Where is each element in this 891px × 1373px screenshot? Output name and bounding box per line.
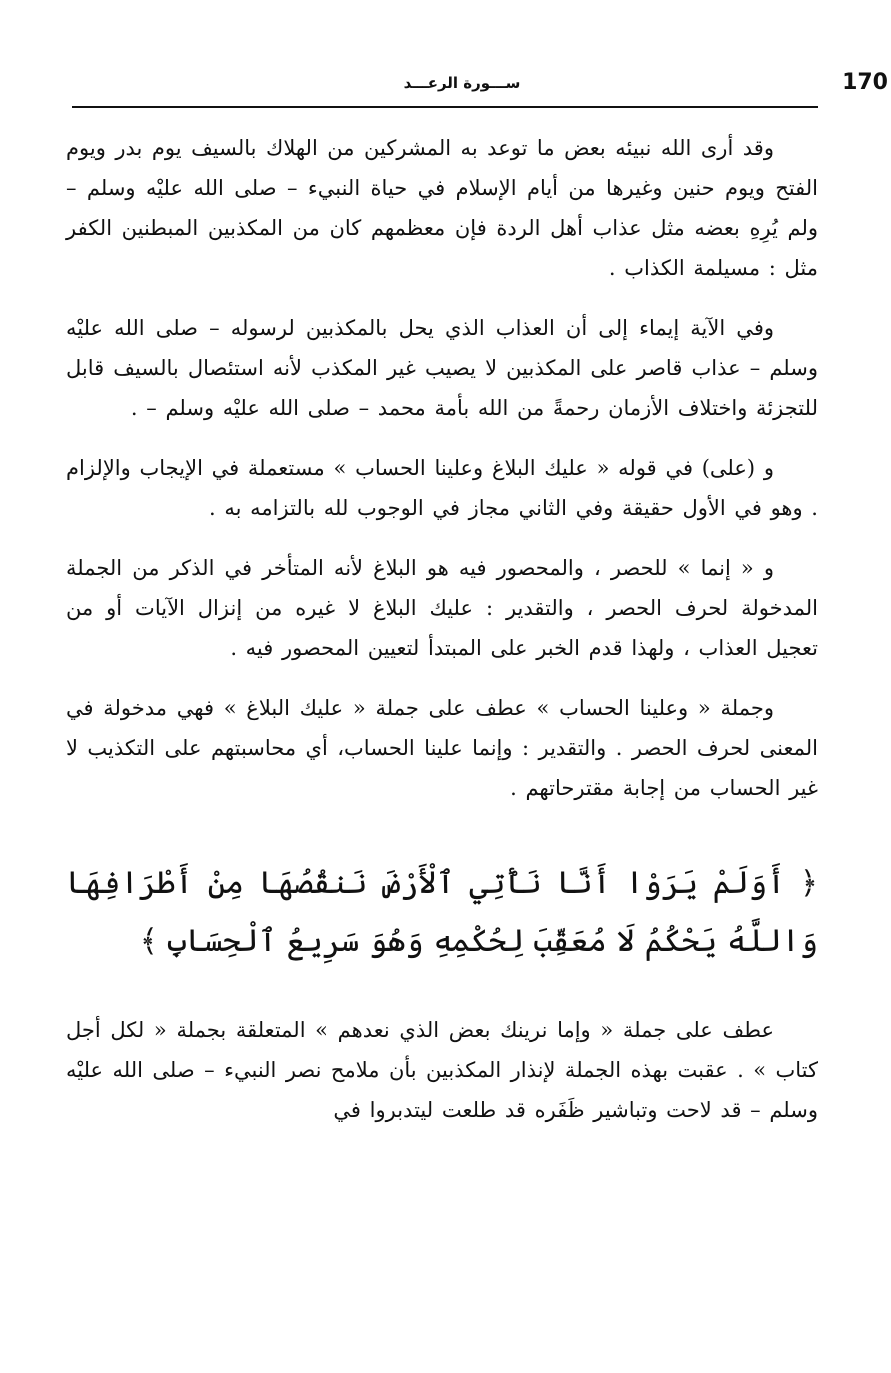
- paragraph-text: و (على) في قوله « عليك البلاغ وعلينا الحساب » مستعملة في الإيجاب والإلزام . وهو في الأول حقيقة وفي الثاني مجاز في الوجوب لله بالتزامه به .: [66, 456, 818, 520]
- paragraph-3: [66, 448, 818, 528]
- paragraph-text: عطف على جملة « وإما نرينك بعض الذي نعدهم » المتعلقة بجملة « لكل أجل كتاب » . عقبت بهذه الجملة لإنذار المكذبين بأن ملامح نصر النبيء – صلى الله عليْه وسلم – قد لاحت وتباشير ظَفَره قد طلعت ليتدبروا في: [66, 1018, 818, 1122]
- paragraph-4: [66, 548, 818, 668]
- paragraph-text: وفي الآية إيماء إلى أن العذاب الذي يحل بالمكذبين لرسوله – صلى الله عليْه وسلم – عذاب قاصر على المكذبين لا يصيب غير المكذب لأنه استئصال بالسيف قابل للتجزئة واختلاف الأزمان رحمةً من الله بأمة محمد – صلى الله عليْه وسلم – .: [66, 316, 818, 420]
- paragraph-text: وقد أرى الله نبيئه بعض ما توعد به المشركين من الهلاك بالسيف يوم بدر ويوم الفتح ويوم حنين وغيرها من أيام الإسلام في حياة النبيء – صلى الله عليْه وسلم – ولم يُرِهِ بعضه مثل عذاب أهل الردة فإن معظمهم كان من المكذبين المبطنين الكفر مثل : مسيلمة الكذاب .: [66, 136, 818, 280]
- paragraph-text: وجملة « وعلينا الحساب » عطف على جملة « عليك البلاغ » فهي مدخولة في المعنى لحرف الحصر . والتقدير : وإنما علينا الحساب، أي محاسبتهم على التكذيب لا غير الحساب من إجابة مقترحاتهم .: [66, 696, 818, 800]
- page-header: [72, 68, 888, 108]
- running-title: ســـورة الرعـــد: [403, 74, 521, 92]
- paragraph-1: [66, 128, 818, 288]
- paragraph-2: [66, 308, 818, 428]
- page-body: [66, 128, 818, 1130]
- paragraph-text: و « إنما » للحصر ، والمحصور فيه هو البلاغ لأنه المتأخر في الذكر من الجملة المدخولة لحرف الحصر ، والتقدير : عليك البلاغ لا غيره من إنزال الآيات أو من تعجيل العذاب ، ولهذا قدم الخبر على المبتدأ لتعيين المحصور فيه .: [66, 556, 818, 660]
- page-number: 170: [842, 70, 888, 95]
- header-rule: [72, 106, 818, 108]
- quran-verse: ﴿ أَوَلَمْ يَرَوْا أَنَّا نَأْتِي ٱلْأَرْضَ نَنقُصُهَا مِنْ أَطْرَافِهَا وَاللَّهُ يَحْكُمُ لَا مُعَقِّبَ لِحُكْمِهِ وَهُوَ سَرِيعُ ٱلْحِسَابِ ﴾: [66, 865, 818, 959]
- paragraph-5: [66, 688, 818, 808]
- closing-paragraph: [66, 1010, 818, 1130]
